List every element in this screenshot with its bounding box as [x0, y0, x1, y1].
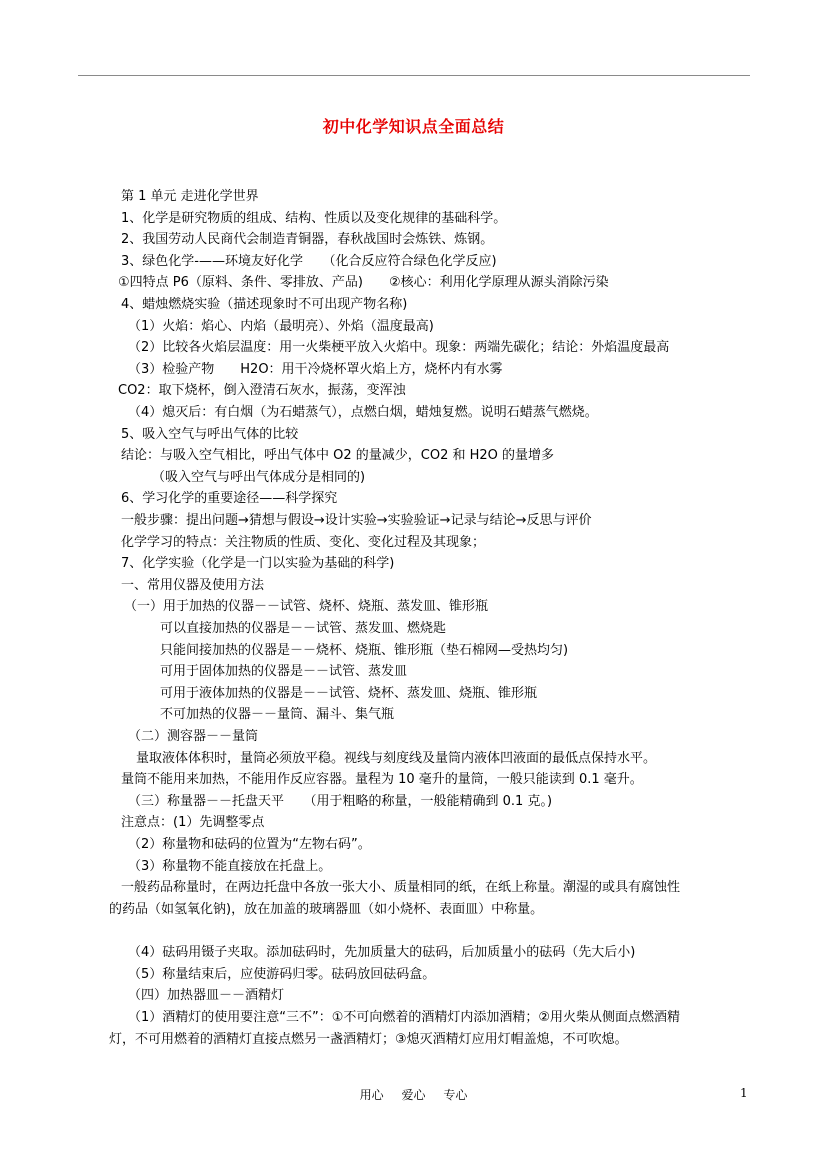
text-line: 2、我国劳动人民商代会制造青铜器，春秋战国时会炼铁、炼钢。	[121, 232, 494, 247]
text-line: 1、化学是研究物质的组成、结构、性质以及变化规律的基础科学。	[121, 211, 507, 226]
text-line: 第 1 单元 走进化学世界	[121, 189, 259, 204]
text-line: 灯，不可用燃着的酒精灯直接点燃另一盏酒精灯；③熄灭酒精灯应用灯帽盖熄，不可吹熄。	[109, 1032, 628, 1047]
text-line: （5）称量结束后，应使游码归零。砝码放回砝码盒。	[128, 967, 436, 982]
text-line: 5、吸入空气与呼出气体的比较	[121, 427, 299, 442]
text-line: 结论：与吸入空气相比，呼出气体中 O2 的量减少，CO2 和 H2O 的量增多	[121, 448, 555, 463]
text-line: （1）酒精灯的使用要注意“三不”：①不可向燃着的酒精灯内添加酒精；②用火柴从侧面点燃酒精	[128, 1010, 681, 1025]
document-title: 初中化学知识点全面总结	[322, 117, 505, 136]
text-line: 不可加热的仪器－－量筒、漏斗、集气瓶	[160, 707, 395, 722]
text-line: CO2：取下烧杯，倒入澄清石灰水，振荡，变浑浊	[118, 383, 406, 398]
footer-motto: 专心	[443, 1088, 468, 1102]
text-line: （二）测容器－－量筒	[128, 729, 259, 744]
text-line: 一、常用仪器及使用方法	[121, 578, 265, 593]
text-line: （1）火焰：焰心、内焰（最明亮）、外焰（温度最高)	[128, 319, 434, 334]
text-line: （3）称量物不能直接放在托盘上。	[128, 859, 332, 874]
text-line: 6、学习化学的重要途径——科学探究	[121, 491, 338, 506]
text-line: 可用于固体加热的仪器是－－试管、蒸发皿	[160, 664, 408, 679]
text-line: 化学学习的特点：关注物质的性质、变化、变化过程及其现象；	[121, 535, 486, 550]
text-line: （吸入空气与呼出气体成分是相同的)	[152, 470, 366, 485]
text-line: （4）砝码用镊子夹取。添加砝码时，先加质量大的砝码，后加质量小的砝码（先大后小)	[128, 945, 636, 960]
text-line: （4）熄灭后：有白烟（为石蜡蒸气），点燃白烟，蜡烛复燃。说明石蜡蒸气燃烧。	[128, 405, 598, 420]
text-line: 7、化学实验（化学是一门以实验为基础的科学)	[121, 556, 395, 571]
page-footer	[0, 1086, 827, 1103]
page-number: 1	[740, 1086, 748, 1100]
text-line: 只能间接加热的仪器是－－烧杯、烧瓶、锥形瓶（垫石棉网—受热均匀)	[160, 643, 569, 658]
text-line: 一般步骤：提出问题→猜想与假设→设计实验→实验验证→记录与结论→反思与评价	[121, 513, 592, 528]
text-line: （一）用于加热的仪器－－试管、烧杯、烧瓶、蒸发皿、锥形瓶	[124, 599, 489, 614]
text-line: 量取液体体积时，量筒必须放平稳。视线与刻度线及量筒内液体凹液面的最低点保持水平。	[136, 751, 657, 766]
text-line: 注意点：(1）先调整零点	[121, 815, 265, 830]
text-line: 可用于液体加热的仪器是－－试管、烧杯、蒸发皿、烧瓶、锥形瓶	[160, 686, 538, 701]
text-line: 量筒不能用来加热，不能用作反应容器。量程为 10 毫升的量筒，一般只能读到 0.1 毫升。	[121, 772, 643, 787]
text-line: （3）检验产物 H2O：用干冷烧杯罩火焰上方，烧杯内有水雾	[128, 362, 503, 377]
text-line: （2）称量物和砝码的位置为“左物右码”。	[128, 837, 371, 852]
text-line: 一般药品称量时，在两边托盘中各放一张大小、质量相同的纸，在纸上称量。潮湿的或具有腐蚀性	[121, 880, 681, 895]
footer-motto: 爱心	[401, 1088, 426, 1102]
footer-motto: 用心	[359, 1088, 384, 1102]
text-line: （三）称量器－－托盘天平 （用于粗略的称量，一般能精确到 0.1 克。)	[128, 794, 553, 809]
text-line: （2）比较各火焰层温度：用一火柴梗平放入火焰中。现象：两端先碳化；结论：外焰温度最高	[128, 340, 670, 355]
text-line: 4、蜡烛燃烧实验（描述现象时不可出现产物名称)	[121, 297, 408, 312]
text-line: 3、绿色化学-——环境友好化学 （化合反应符合绿色化学反应)	[121, 254, 497, 269]
header-rule	[78, 75, 750, 76]
text-line: 可以直接加热的仪器是－－试管、蒸发皿、燃烧匙	[160, 621, 447, 636]
text-line: ①四特点 P6（原料、条件、零排放、产品) ②核心：利用化学原理从源头消除污染	[118, 275, 609, 290]
text-line: （四）加热器皿－－酒精灯	[128, 988, 285, 1003]
text-line: 的药品（如氢氧化钠)，放在加盖的玻璃器皿（如小烧杯、表面皿）中称量。	[109, 902, 544, 917]
